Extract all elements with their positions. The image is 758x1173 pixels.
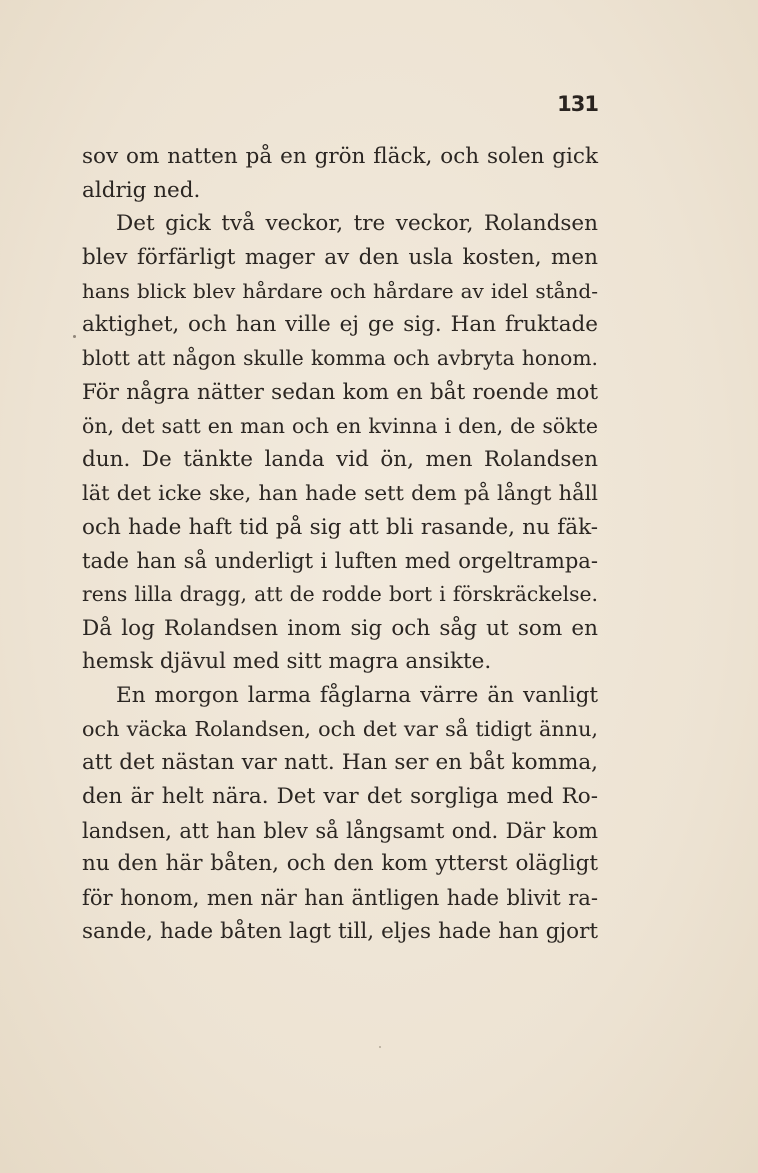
text-line: och hade haft tid på sig att bli rasande, nu fäk- [82,514,598,540]
text-line: hemsk djävul med sitt magra ansikte. [82,649,492,675]
text-line: blott att någon skulle komma och avbryta honom. [82,346,598,371]
text-line: Det gick två veckor, tre veckor, Rolandsen [116,211,598,237]
text-line: rens lilla dragg, att de rodde bort i förskräckelse. [82,581,598,606]
text-line: att det nästan var natt. Han ser en båt komma, [82,750,598,776]
text-line: hans blick blev hårdare och hårdare av idel stånd- [82,278,598,303]
text-line: tade han så underligt i luften med orgeltrampa- [82,548,598,574]
text-line: dun. De tänkte landa vid ön, men Rolandsen [82,447,598,473]
page-number: 131 [557,92,598,116]
text-line: aktighet, och han ville ej ge sig. Han fruktade [82,312,598,338]
text-line: landsen, att han blev så långsamt ond. Där kom [82,817,598,843]
text-line: sov om natten på en grön fläck, och solen gick [82,144,598,169]
text-line: lät det icke ske, han hade sett dem på långt håll [82,480,598,505]
text-line: Då log Rolandsen inom sig och såg ut som en [82,615,598,641]
text-line: nu den här båten, och den kom ytterst olägligt [82,851,598,877]
paper-speck [73,335,76,338]
text-line: För några nätter sedan kom en båt roende mot [82,379,598,405]
text-line: och väcka Rolandsen, och det var så tidigt ännu, [82,716,598,741]
body-text [82,140,598,949]
text-line: En morgon larma fåglarna värre än vanligt [116,683,598,708]
text-line: sande, hade båten lagt till, eljes hade han gjort [82,918,598,944]
text-line: blev förfärligt mager av den usla kosten, men [82,245,598,271]
paper-speck [379,1046,381,1048]
text-line: ön, det satt en man och en kvinna i den, de sökte [82,413,598,438]
text-line: den är helt nära. Det var det sorgliga med Ro- [82,784,598,810]
text-line: för honom, men när han äntligen hade blivit ra- [82,885,598,911]
text-line: aldrig ned. [82,177,201,203]
